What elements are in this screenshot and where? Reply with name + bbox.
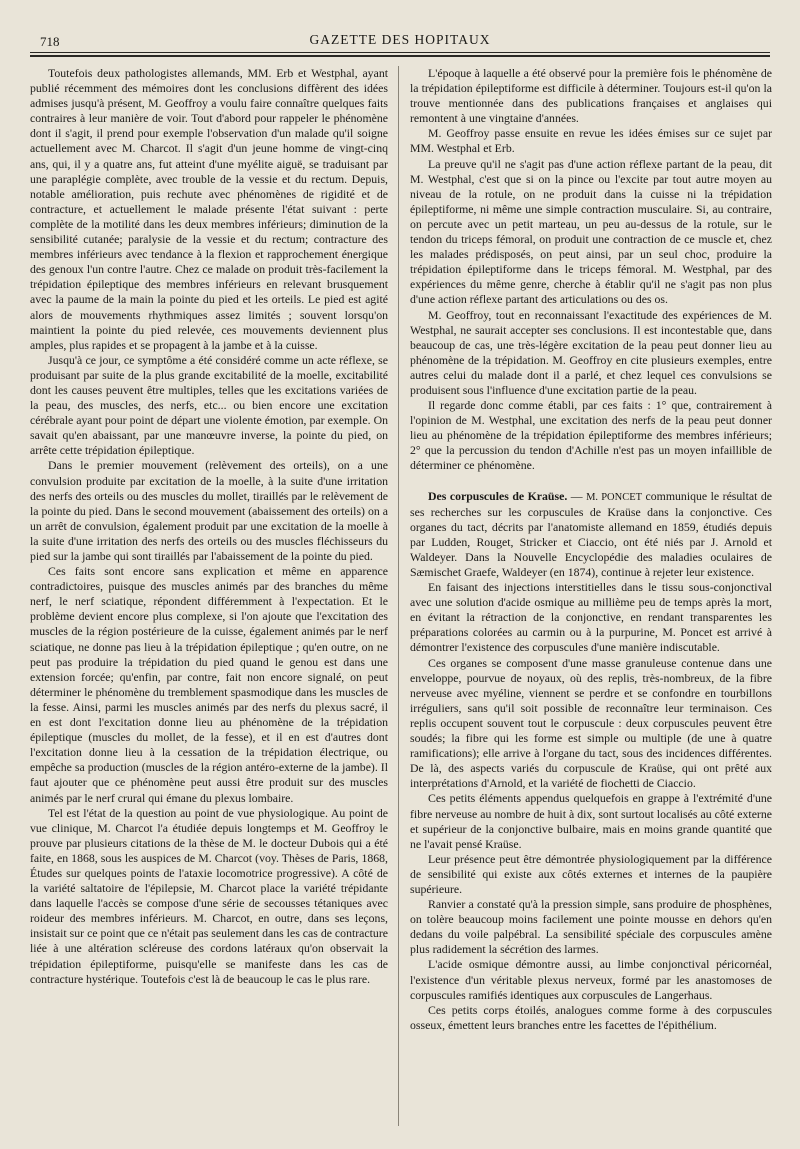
paragraph: M. Geoffroy, tout en reconnaissant l'exactitude des expériences de M. Westphal, ne saurait accepter ses conclusions. Il est incontestable que, dans beaucoup de cas, une très-légère excitation de la peau peut donner lieu au phénomène de la trépidation. M. Geoffroy en cite plusieurs exemples, entre autres celui du malade dont il a parlé, et chez lequel ces convulsions se produisent sous l'influence d'une excitation partie de la peau.: [410, 307, 772, 397]
paragraph: Dans le premier mouvement (relèvement des orteils), on a une convulsion produite par excitation de la moelle, à la suite d'une irritation des nerfs des orteils ou des muscles du mollet, tiraillés par le relèvement de la pointe du pied. Dans le second mouvement (abaissement des orteils) on a un arrêt de convulsion, également produit par une excitation de la moelle à la suite d'une irritation des nerfs des orteils ou des muscles fléchisseurs du pied sur la jambe qui sont tiraillés par l'abaissement de la pointe du pied.: [30, 458, 388, 563]
paragraph: M. Geoffroy passe ensuite en revue les idées émises sur ce sujet par MM. Westphal et Erb.: [410, 126, 772, 156]
section-author: M. PONCET: [586, 491, 643, 503]
paragraph: La preuve qu'il ne s'agit pas d'une action réflexe partant de la peau, dit M. Westphal, c'est que si on la pince ou l'excite par tout autre moyen au niveau de la rotule, on ne produit dans la cuisse ni la trépidation épileptiforme, ni même une simple contraction musculaire. Si, au contraire, on percute avec un petit marteau, un peu au-dessus de la rotule, sur le tendon du triceps fémoral, on produit une contraction de ce muscle et, chez les malades prédisposés, on peut ainsi, par un seul choc, produire la trépidation épileptiforme dans le triceps fémoral. M. Westphal, par des expériences du même genre, cherche à établir qu'il ne s'agit pas non plus d'une action réflexe partant des articulations ou des os.: [410, 156, 772, 307]
right-column: [410, 66, 772, 1033]
paragraph: L'époque à laquelle a été observé pour la première fois le phénomène de la trépidation épileptiforme est difficile à déterminer. Toujours est-il qu'on la trouve mentionnée dans des publications françaises et anglaises qui remontent à une vingtaine d'années.: [410, 66, 772, 126]
section-title: Des corpuscules de Kraüse.: [428, 488, 568, 503]
header-rule-thick: [30, 55, 770, 57]
paragraph: Ranvier a constaté qu'à la pression simple, sans produire de phosphènes, on tolère beaucoup moins facilement une pointe mousse en dehors qu'en dedans du voile palpébral. La sensibilité spéciale des corpuscules amène plus radidement la sécrétion des larmes.: [410, 897, 772, 957]
paragraph: Ces petits éléments appendus quelquefois en grappe à l'extrémité d'une fibre nerveuse au nombre de huit à dix, sont surtout localisés au côté externe et supérieur de la conjonctive bulbaire, mais en moins grande quantité que ne l'avait pensé Kraüse.: [410, 791, 772, 851]
paragraph: Ces organes se composent d'une masse granuleuse contenue dans une enveloppe, pourvue de noyaux, où des replis, très-nombreux, de la fibre nerveuse avec myéline, viennent se perdre et se confondre en tourbillons irréguliers, sans qu'il soit possible de reconnaître leur terminaison. Ces replis occupent souvent tout le corpuscule : deux corpuscules peuvent être soudés; la fibre qui les forme est simple ou multiple (de une à quatre ramifications); elle arrive à l'organe du tact, sous des incidences différentes. De là, des aspects variés du corpuscule de Kraüse, qui ont prêté aux interprétations d'Arnold, et la variété de fiochetti de Ciaccio.: [410, 655, 772, 791]
left-column: [30, 66, 388, 987]
header-rule: [30, 52, 770, 53]
paragraph: Jusqu'à ce jour, ce symptôme a été considéré comme un acte réflexe, se produisant par suite de la plus grande excitabilité de la moelle, excitabilité dont les causes peuvent être multiples, telles que les excitations variées de la peau, des muscles, des nerfs, etc... ou bien encore une excitation cérébrale ayant pour point de départ une violente émotion, par exemple. On savait qu'en abaissant, par une manœuvre inverse, la pointe du pied, on arrête cette trépidation épileptique.: [30, 352, 388, 458]
paragraph: Ces faits sont encore sans explication et même en apparence contradictoires, puisque des muscles animés par des branches du même nerf, le nerf sciatique, répondent différemment à l'expectation. Et le problème devient encore plus complexe, si l'on ajoute que l'excitation des muscles de la région postérieure de la cuisse, également animés par le nerf sciatique, ne donne pas lieu à la trépidation épileptique ; qu'en outre, on ne peut pas produire la trépidation du pied quand le genou est dans une extension forcée; qu'enfin, par contre, fait non encore signalé, on peut déterminer le phénomène du tremblement spasmodique dans les muscles de la fesse. Ainsi, parmi les muscles animés par des nerfs du plexus sacré, il en est dont l'excitation donne lieu au phénomène de la trépidation épileptique (muscles du mollet, de la fesse), et il en est d'autres dont l'excitation donne lieu à la cessation de la trépidation électrique, ou empêche sa production (muscles de la région antéro-externe de la jambe). Il faut ajouter que ce phénomène peut aussi être produit sur des muscles animés par le nerf crural qui émane du plexus lombaire.: [30, 564, 388, 805]
page-header: [30, 28, 770, 50]
section-intro: communique le résultat de ses recherches sur les corpuscules de Kraüse dans la conjonctive. Ces organes du tact, décrits par l'anatomiste allemand en 1859, étudiés depuis par Ludden, Rouget, Stricker et Ciaccio, ont été niés par J. Arnold et Waldeyer. Dans la Nouvelle Encyclopédie des maladies oculaires de Sæmischet Graefe, Waldeyer (en 1874), continue à rejeter leur existence.: [410, 488, 772, 579]
paragraph: L'acide osmique démontre aussi, au limbe conjonctival péricornéal, l'existence d'un véritable plexus nerveux, formé par les anastomoses de corpuscules ramifiés identiques aux corpuscules de Langerhaus.: [410, 957, 772, 1002]
paragraph: En faisant des injections interstitielles dans le tissu sous-conjonctival avec une solution d'acide osmique au millième peu de temps après la mort, en évitant la rétraction de la conjonctive, en rendant transparentes les préparations colorées au carmin ou à la purpurine, M. Poncet est arrivé à démontrer l'existence des corpuscules d'une manière indiscutable.: [410, 580, 772, 655]
paragraph: Toutefois deux pathologistes allemands, MM. Erb et Westphal, ayant publié récemment des mémoires dont les conclusions diffèrent des idées admises jusqu'à présent, M. Geoffroy a voulu faire connaître quelques faits contraires à leur manière de voir. Tout d'abord pour rappeler le phénomène dont il s'agit, il prend pour exemple l'observation d'un malade qu'il soigne actuellement avec M. Charcot. Il s'agit d'un jeune homme de vingt-cinq ans, qui, il y a quatre ans, fut atteint d'une myélite aiguë, se traduisant par une paraplégie complète, avec trouble de la vessie et du rectum. Depuis, notable amélioration, puis rechute avec phénomènes de rigidité et de contracture, et actuellement le malade présente l'état suivant : perte complète de la motilité dans les deux membres inférieurs; diminution de la sensibilité cutanée; paralysie de la vessie et du rectum; contracture des membres inférieurs avec tendance à la flexion et rapprochement énergique des genoux l'un contre l'autre. Chez ce malade on produit très-facilement la trépidation épileptique des membres inférieurs en relevant brusquement avec la paume de la main la pointe du pied et les orteils. Le pied est agité alors de mouvements rhythmiques assez limités ; souvent lorsqu'on maintient la pointe du pied relevée, ces mouvements deviennent plus amples, plus rapides et se propagent à la jambe et à la cuisse.: [30, 66, 388, 352]
section-paragraph: Des corpuscules de Kraüse. — M. PONCET communique le résultat de ses recherches sur les corpuscules de Kraüse dans la conjonctive. Ces organes du tact, décrits par l'anatomiste allemand en 1859, étudiés depuis par Ludden, Rouget, Stricker et Ciaccio, ont été niés par J. Arnold et Waldeyer. Dans la Nouvelle Encyclopédie des maladies oculaires de Sæmischet Graefe, Waldeyer (en 1874), continue à rejeter leur existence.: [410, 488, 772, 579]
journal-title: GAZETTE DES HOPITAUX: [309, 32, 491, 47]
paragraph: Tel est l'état de la question au point de vue physiologique. Au point de vue clinique, M. Charcot l'a étudiée depuis longtemps et M. Geoffroy le prouve par plusieurs citations de la thèse de M. le docteur Dubois qui a été faite, en 1868, sous les auspices de M. Charcot (voy. Thèses de Paris, 1868, Études sur quelques points de l'ataxie locomotrice progressive). A côté de la variété saltatoire de l'épilepsie, M. Charcot place la variété trépidante dans laquelle l'accès se compose d'une série de secousses tétaniques avec roideur des membres inférieurs. M. Charcot, en outre, dans ses leçons, insistait sur ce point que ce n'était pas seulement dans les cas de contracture liée à une altération scléreuse des cordons latéraux qu'on observait la trépidation épileptiforme, puisqu'elle se manifeste dans les cas de contracture hystérique. Toutefois c'est là de beaucoup le cas le plus rare.: [30, 805, 388, 986]
paragraph: Il regarde donc comme établi, par ces faits : 1° que, contrairement à l'opinion de M. Westphal, une excitation des nerfs de la peau peut donner lieu au phénomène de la trépidation épileptiforme des membres inférieurs; 2° que la percussion du tendon d'Achille n'est pas un moyen infaillible de déterminer ce phénomène.: [410, 398, 772, 473]
section-gap: [410, 474, 772, 489]
page-number: 718: [40, 34, 60, 49]
paragraph: Leur présence peut être démontrée physiologiquement par la différence de sensibilité qui existe aux côtés externes et internes de la paupière supérieure.: [410, 851, 772, 896]
column-divider: [398, 66, 399, 1126]
paragraph: Ces petits corps étoilés, analogues comme forme à des corpuscules osseux, émettent leurs branches entre les facettes de l'épithélium.: [410, 1002, 772, 1032]
